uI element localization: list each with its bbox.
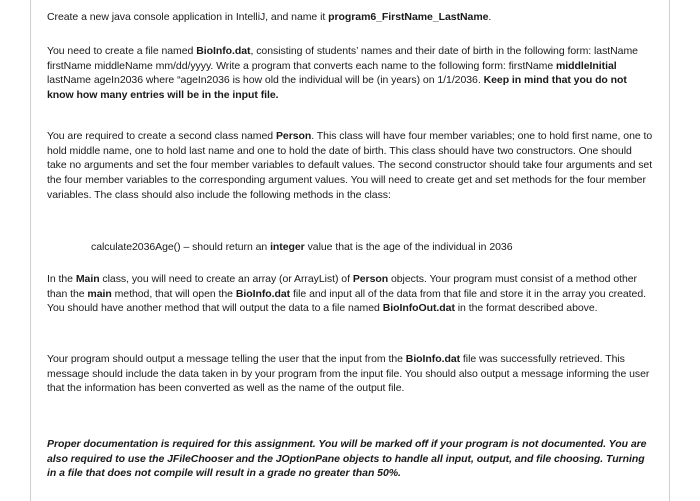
intro-text: Create a new java console application in IntelliJ, and name it (47, 11, 329, 23)
method-text-1: calculate2036Age() – should return an (91, 241, 271, 253)
main-text-6: in the format described above. (454, 302, 598, 315)
entries-warning: Keep in mind that you do not know how many entries will be in the input file. (47, 74, 627, 102)
output-file-name: BioInfoOut.dat (382, 302, 455, 315)
person-objects-term: Person (352, 273, 389, 285)
file-format-text-2: , consisting of students’ names and their date of birth in the following form: lastName firstName middleName mm/dd/yyyy. Write a program that converts each name to the following form: firstName (47, 45, 638, 72)
input-file-name-2: BioInfo.dat (235, 287, 291, 300)
output-text-2: file was successfully retrieved. This message should include the data taken in by your program from the input file. You should also output a message informing the user that the information has been converted as well as the name of the output file. (47, 353, 650, 395)
main-text-3: objects. Your program must consist of a method other than the (47, 273, 638, 300)
person-class-paragraph (47, 129, 653, 203)
person-class-name: Person (275, 130, 312, 142)
middle-initial-term: middleInitial (556, 59, 617, 72)
integer-term: integer (270, 241, 305, 253)
method-text-2: value that is the age of the individual in 2036 (304, 241, 513, 253)
person-class-text-2: . This class will have four member variables; one to hold first name, one to hold middle name, one to hold last name and one to hold the date of birth. This class should have two constructors. One should take no arguments and set the four member variables to default values. The second constructor should take four arguments and set the four member variables to the corresponding argument values. You will need to create get and set methods for the four member variables. The class should also include the following methods in the class: (47, 130, 653, 201)
program-name: program6_FirstName_LastName (328, 11, 489, 23)
person-class-text-1: You are required to create a second class named (47, 130, 276, 142)
method-description (47, 240, 653, 255)
main-text-5: file and input all of the data from that file and store it in the array you created. You should have another method that will output the data to a file named (47, 287, 646, 315)
main-class-paragraph (47, 272, 653, 316)
main-text-1: In the (47, 273, 76, 285)
main-text-2: class, you will need to create an array (or ArrayList) of (99, 273, 353, 285)
input-file-name-3: BioInfo.dat (405, 353, 461, 365)
file-format-paragraph (47, 44, 653, 103)
input-file-name: BioInfo.dat (196, 45, 251, 57)
intro-text-end: . (488, 11, 492, 23)
documentation-text: Proper documentation is required for this assignment. You will be marked off if your program is not documented. You are also required to use the JFileChooser and the JOptionPane objects to handle all input, output, and file choosing. Turning in a file that does not compile will result in a grade no greater than 50%. (47, 438, 647, 480)
intro-paragraph (47, 10, 653, 25)
documentation-requirements (47, 437, 653, 481)
output-text-1: Your program should output a message telling the user that the input from the (47, 353, 406, 365)
output-message-paragraph (47, 352, 653, 396)
main-text-4: method, that will open the (111, 287, 236, 300)
main-method-term: main (87, 287, 112, 300)
main-class-name: Main (75, 273, 100, 285)
file-format-text-1: You need to create a file named (47, 45, 197, 57)
document-page (30, 0, 670, 501)
file-format-text-3: lastName ageIn2036 where “ageIn2036 is how old the individual will be (in years) on 1/1/2036. (47, 74, 484, 87)
